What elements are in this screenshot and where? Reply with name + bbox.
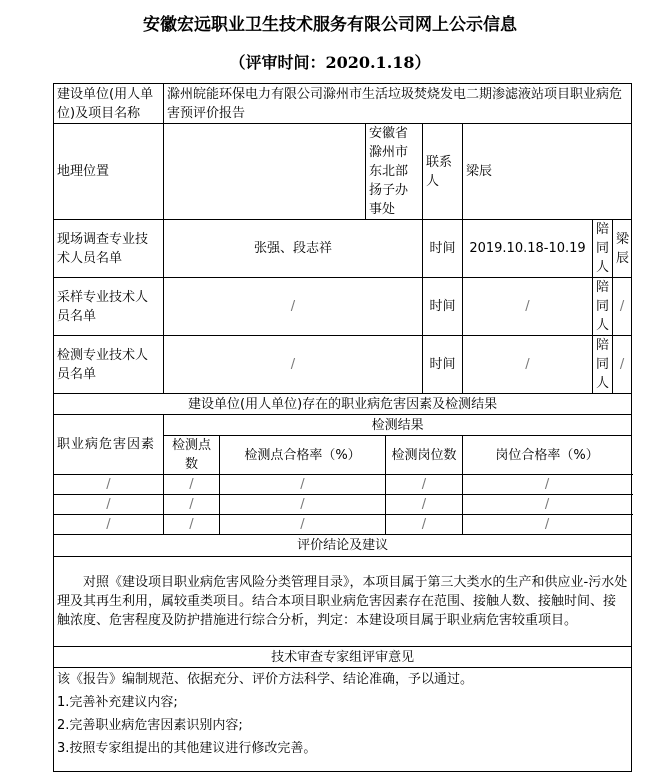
- unit-label: 建设单位(用人单位)及项目名称: [54, 84, 164, 124]
- table-cell: /: [220, 475, 386, 495]
- sampling-value: /: [164, 278, 423, 336]
- table-row: [54, 495, 632, 515]
- survey-accompany-label: 陪同人: [593, 220, 613, 278]
- review-item: 1.完善补充建议内容;: [57, 695, 178, 710]
- contact-label: 联系人: [423, 124, 463, 220]
- review-item: 3.按照专家组提出的其他建议进行修改完善。: [57, 741, 317, 756]
- table-cell: /: [463, 515, 632, 535]
- info-table: [53, 83, 632, 772]
- survey-accompany: 梁辰: [613, 220, 632, 278]
- review-title: 技术审查专家组评审意见: [54, 647, 632, 668]
- table-cell: /: [54, 495, 164, 515]
- page-title: 安徽宏远职业卫生技术服务有限公司网上公示信息: [143, 15, 517, 35]
- testing-accompany: /: [613, 336, 632, 394]
- conclusion-text: 对照《建设项目职业病危害风险分类管理目录》，本项目属于第三大类水的生产和供应业-污水处理及其再生利用，属较重类项目。结合本项目职业病危害因素存在范围、接触人数、接触时间、接触浓度、危害程度及防护措施进行综合分析，判定：本建设项目属于职业病危害较重项目。: [54, 557, 632, 647]
- table-row: [54, 515, 632, 535]
- conclusion-title: 评价结论及建议: [54, 535, 632, 557]
- contact-value: 梁辰: [463, 124, 632, 220]
- table-cell: /: [164, 495, 220, 515]
- table-cell: /: [386, 515, 463, 535]
- sampling-accompany: /: [613, 278, 632, 336]
- table-cell: /: [463, 495, 632, 515]
- col-points: 检测点数: [164, 436, 220, 475]
- sampling-time: /: [463, 278, 593, 336]
- survey-time-label: 时间: [423, 220, 463, 278]
- col-post-rate: 岗位合格率（%）: [463, 436, 632, 475]
- unit-value: 滁州皖能环保电力有限公司滁州市生活垃圾焚烧发电二期渗滤液站项目职业病危害预评价报告: [164, 84, 632, 124]
- testing-accompany-label: 陪同人: [593, 336, 613, 394]
- sampling-time-label: 时间: [423, 278, 463, 336]
- table-cell: /: [220, 495, 386, 515]
- factor-header: 职业病危害因素: [54, 415, 164, 475]
- hazards-section-title: 建设单位(用人单位)存在的职业病危害因素及检测结果: [54, 394, 632, 415]
- location-label: 地理位置: [54, 124, 164, 220]
- survey-time: 2019.10.18-10.19: [463, 220, 593, 278]
- col-posts: 检测岗位数: [386, 436, 463, 475]
- survey-value: 张强、段志祥: [164, 220, 423, 278]
- table-cell: /: [386, 475, 463, 495]
- testing-value: /: [164, 336, 423, 394]
- table-cell: /: [386, 495, 463, 515]
- table-cell: /: [164, 475, 220, 495]
- sampling-accompany-label: 陪同人: [593, 278, 613, 336]
- table-cell: /: [54, 475, 164, 495]
- testing-time-label: 时间: [423, 336, 463, 394]
- testing-label: 检测专业技术人员名单: [54, 336, 164, 394]
- review-time: （评审时间：2020.1.18）: [229, 53, 431, 72]
- results-header: 检测结果: [164, 415, 632, 436]
- table-cell: /: [463, 475, 632, 495]
- location-value: 安徽省滁州市东北部扬子办事处: [366, 124, 423, 220]
- table-cell: /: [164, 515, 220, 535]
- sampling-label: 采样专业技术人员名单: [54, 278, 164, 336]
- col-pass-rate: 检测点合格率（%）: [220, 436, 386, 475]
- review-item: 2.完善职业病危害因素识别内容;: [57, 718, 243, 733]
- table-cell: /: [54, 515, 164, 535]
- review-intro: 该《报告》编制规范、依据充分、评价方法科学、结论准确，予以通过。: [57, 672, 474, 687]
- table-cell: /: [220, 515, 386, 535]
- survey-label: 现场调查专业技术人员名单: [54, 220, 164, 278]
- review-opinion: [54, 668, 632, 772]
- table-row: [54, 475, 632, 495]
- testing-time: /: [463, 336, 593, 394]
- location-blank: [164, 124, 366, 220]
